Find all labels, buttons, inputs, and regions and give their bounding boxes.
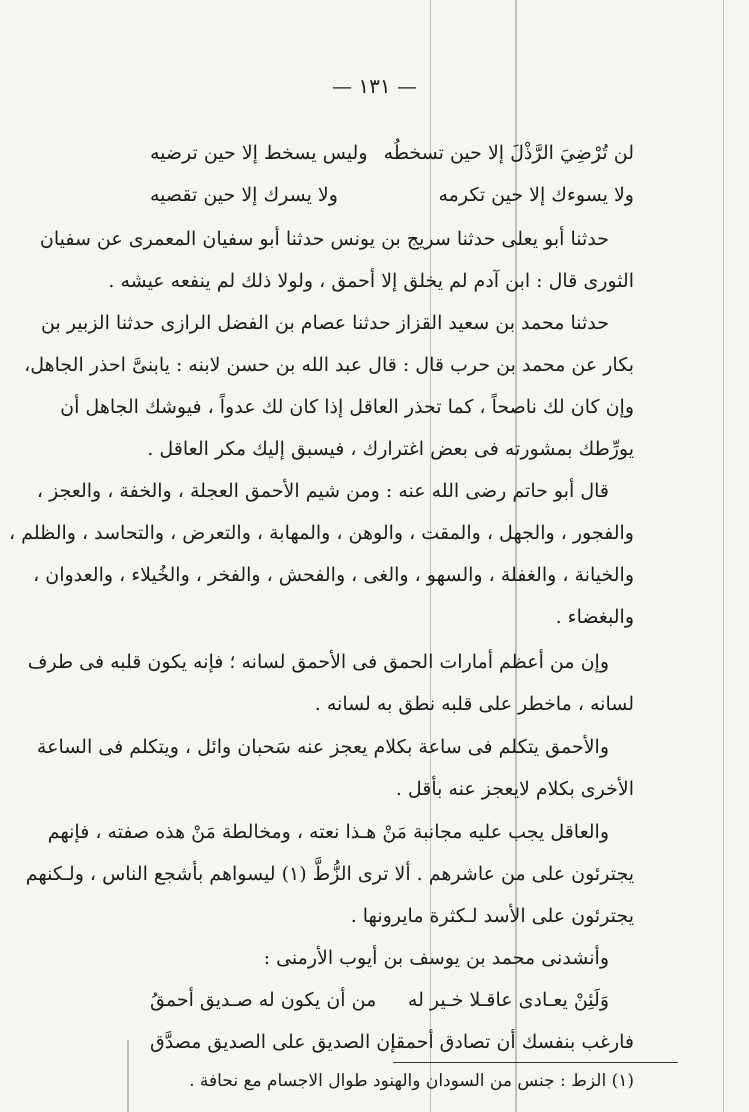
text-line: قال أبو حاتم رضى الله عنه : ومن شيم الأحمق العجلة ، والخفة ، والعجز ، (36, 480, 609, 502)
verse-1-first-hemistich: لن تُرْضِيَ الرَّذْلَ إلا حين تسخطُه (383, 142, 634, 164)
scan-edge-line (127, 1040, 129, 1112)
text-line: وأنشدنى محمد بن يوسف بن أيوب الأرمنى : (263, 947, 609, 969)
page-number: — ١٣١ — (332, 74, 417, 98)
verse-1-second-hemistich: وليس يسخط إلا حين ترضيه (150, 142, 368, 164)
text-line: يجترئون على الأسد لـكثرة مايرونها . (350, 905, 634, 927)
text-line: والخيانة ، والغفلة ، والسهو ، والغى ، والفحش ، والفخر ، والخُيلاء ، والعدوان ، (33, 564, 634, 586)
text-line: بكار عن محمد بن حرب قال : قال عبد الله بن حسن لابنه : يابنىَّ احذر الجاهل، (24, 354, 634, 376)
text-line: والبغضاء . (555, 606, 634, 628)
verse-2-second-hemistich: ولا يسرك إلا حين تقصيه (150, 184, 338, 206)
text-line: حدثنا محمد بن سعيد القزاز حدثنا عصام بن الفضل الرازى حدثنا الزبير بن (41, 312, 609, 334)
text-line: والفجور ، والجهل ، والمقت ، والوهن ، والمهابة ، والتعرض ، والتحاسد ، والظلم ، (9, 522, 634, 544)
text-line: الأخرى بكلام لايعجز عنه بأقل . (395, 778, 634, 800)
text-line: وإن من أعظم أمارات الحمق فى الأحمق لسانه ؛ فإنه يكون قلبه فى طرف (27, 651, 609, 673)
verse-4-first-hemistich: فارغب بنفسك أن تصادق أحمقا (390, 1031, 634, 1053)
verse-3-second-hemistich: من أن يكون له صـديق أحمقُ (150, 989, 377, 1011)
footnote-separator (393, 1062, 678, 1063)
text-line: والعاقل يجب عليه مجانبة مَنْ هـذا نعته ، ومخالطة مَنْ هذه صفته ، فإنهم (47, 821, 609, 843)
verse-3-first-hemistich: وَلَئِنْ يعـادى عاقـلا خـير له (407, 989, 609, 1011)
verse-2-first-hemistich: ولا يسوءك إلا حين تكرمه (438, 184, 634, 206)
text-line: لسانه ، ماخطر على قلبه نطق به لسانه . (314, 693, 634, 715)
scan-edge-line (723, 0, 724, 1112)
text-line: يجترئون على من عاشرهم . ألا ترى الزُّطَّ (١) ليسواهم بأشجع الناس ، ولـكنهم (25, 863, 634, 885)
footnote: (١) الزط : جنس من السودان والهنود طوال الاجسام مع نحافة . (189, 1071, 634, 1091)
text-line: وإن كان لك ناصحاً ، كما تحذر العاقل إذا كان لك عدواً ، فيوشك الجاهل أن (60, 396, 634, 418)
text-line: الثورى قال : ابن آدم لم يخلق إلا أحمق ، ولولا ذلك لم ينفعه عيشه . (108, 270, 634, 292)
text-line: والأحمق يتكلم فى ساعة بكلام يعجز عنه سَحبان وائل ، ويتكلم فى الساعة (36, 736, 609, 758)
verse-4-second-hemistich: إن الصديق على الصديق مصدَّق (150, 1031, 396, 1053)
text-line: يورِّطك بمشورته فى بعض اغترارك ، فيسبق إليك مكر العاقل . (147, 438, 634, 460)
text-line: حدثنا أبو يعلى حدثنا سريج بن يونس حدثنا أبو سفيان المعمرى عن سفيان (39, 228, 609, 250)
